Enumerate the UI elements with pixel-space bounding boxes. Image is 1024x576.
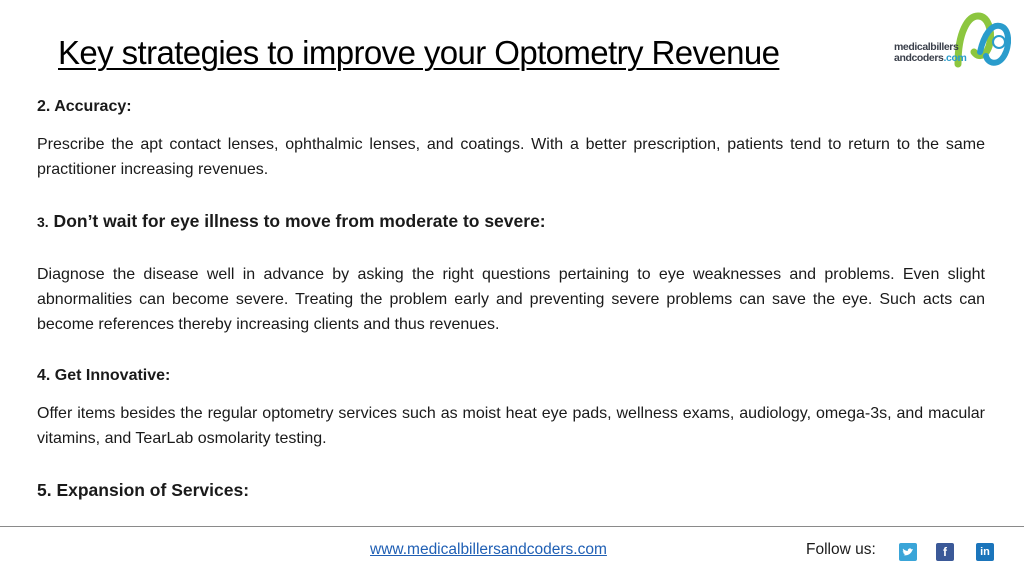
twitter-icon[interactable] [899, 543, 917, 561]
slide-title: Key strategies to improve your Optometry Revenue [58, 34, 780, 71]
logo-line-1: medicalbillers [894, 41, 959, 53]
logo-wordmark [894, 42, 976, 64]
section-heading-innovative: 4. Get Innovative: [37, 367, 171, 384]
website-link[interactable]: www.medicalbillersandcoders.com [370, 541, 607, 558]
section-body-eye-illness: Diagnose the disease well in advance by asking the right questions pertaining to eye weaknesses and problems. Even slight abnormalities can become severe. Treating the problem early and preventing severe problems can save the eye. Such acts can become references thereby increasing clients and thus revenues. [37, 266, 985, 333]
follow-us-label: Follow us: [806, 541, 876, 558]
logo-line-2 [894, 53, 976, 64]
company-logo [894, 12, 1012, 72]
linkedin-glyph: in [980, 546, 990, 558]
section-body-innovative: Offer items besides the regular optometry services such as moist heat eye pads, wellness exams, audiology, omega-3s, and macular vitamins, and TearLab osmolarity testing. [37, 405, 985, 447]
slide-content [37, 94, 985, 503]
logo-line-2-main: andcoders [894, 52, 944, 64]
section-heading-accuracy: 2. Accuracy: [37, 98, 132, 115]
facebook-icon[interactable] [936, 543, 954, 561]
section-heading-eye-illness [37, 209, 985, 235]
section-heading-eye-illness-number: 3. [37, 214, 49, 230]
linkedin-icon[interactable] [976, 543, 994, 561]
section-body-accuracy: Prescribe the apt contact lenses, ophthalmic lenses, and coatings. With a better prescription, patients tend to return to the same practitioner increasing revenues. [37, 136, 985, 178]
facebook-glyph: f [943, 545, 947, 559]
logo-line-2-suffix: .com [943, 52, 967, 64]
section-heading-eye-illness-text: Don’t wait for eye illness to move from moderate to severe: [48, 211, 546, 231]
section-heading-expansion: 5. Expansion of Services: [37, 480, 250, 500]
twitter-bird-icon [899, 543, 917, 561]
footer-divider [0, 526, 1024, 527]
